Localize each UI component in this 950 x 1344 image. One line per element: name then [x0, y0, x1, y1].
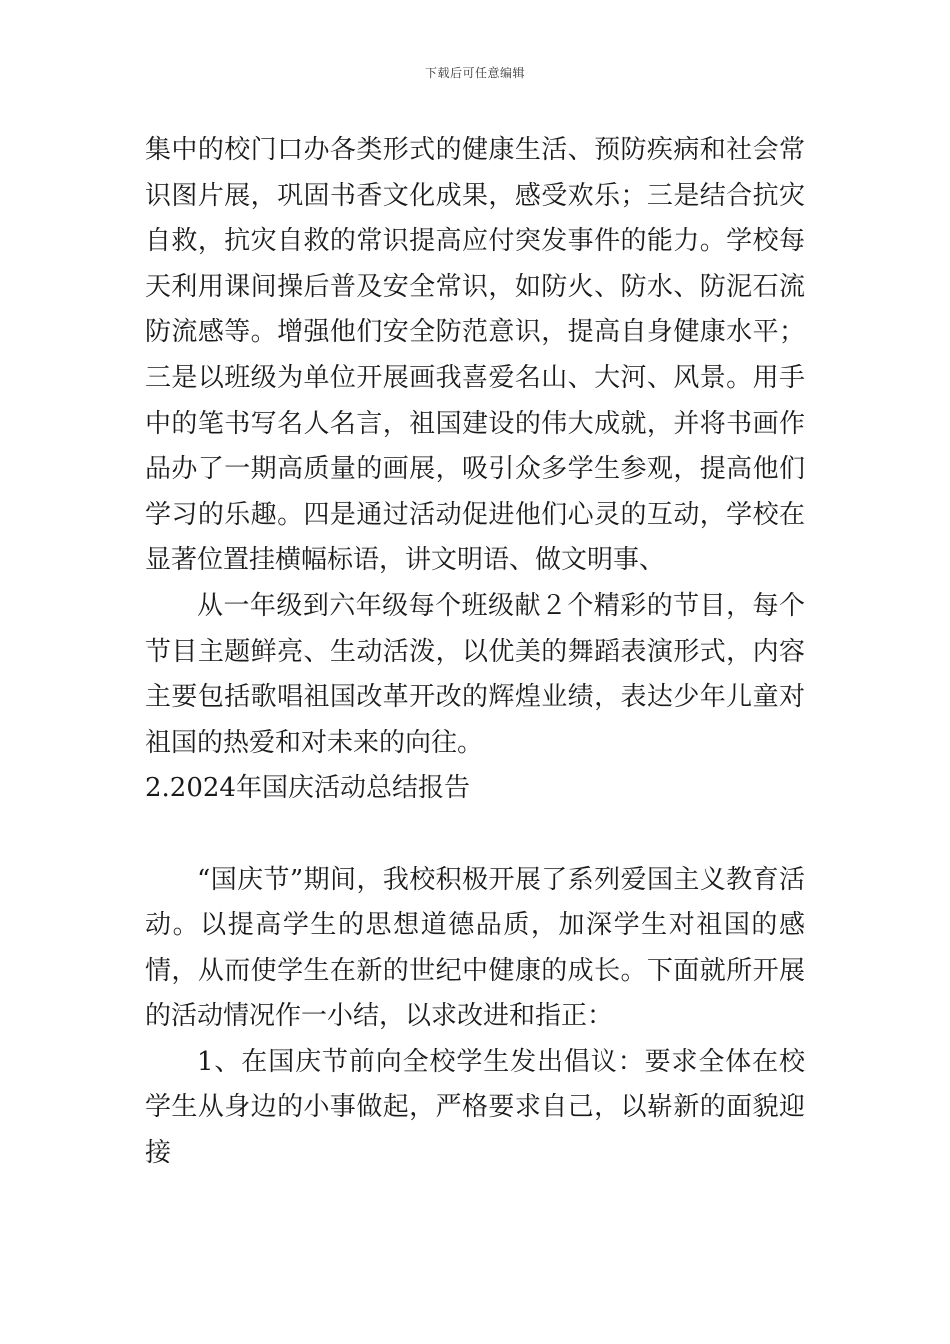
paragraph-activities: 集中的校门口办各类形式的健康生活、预防疾病和社会常识图片展，巩固书香文化成果，感受欢乐；三是结合抗灾自救，抗灾自救的常识提高应付突发事件的能力。学校每天利用课间操后普及安全常识，如防火、防水、防泥石流防流感等。增强他们安全防范意识，提高自身健康水平；三是以班级为单位开展画我喜爱名山、大河、风景。用手中的笔书写名人名言，祖国建设的伟大成就，并将书画作品办了一期高质量的画展，吸引众多学生参观，提高他们学习的乐趣。四是通过活动促进他们心灵的互动，学校在显著位置挂横幅标语，讲文明语、做文明事、 [145, 135, 805, 576]
paragraph-performances: 从一年级到六年级每个班级献２个精彩的节目，每个节目主题鲜亮、生动活泼，以优美的舞蹈表演形式，内容主要包括歌唱祖国改革开改的辉煌业绩，表达少年儿童对祖国的热爱和对未来的向往。 [145, 590, 805, 758]
paragraph-item-1: 1、在国庆节前向全校学生发出倡议：要求全体在校学生从身边的小事做起，严格要求自己，以崭新的面貌迎接 [145, 1046, 805, 1169]
blank-line [145, 812, 805, 858]
page-header-note: 下载后可任意编辑 [424, 66, 525, 80]
document-body [145, 128, 805, 1177]
section-heading: 2.2024年国庆活动总结报告 [145, 773, 470, 804]
paragraph-intro: “国庆节”期间，我校积极开展了系列爱国主义教育活动。以提高学生的思想道德品质，加深学生对祖国的感情，从而使学生在新的世纪中健康的成长。下面就所开展的活动情况作一小结，以求改进和指正： [145, 864, 805, 1032]
